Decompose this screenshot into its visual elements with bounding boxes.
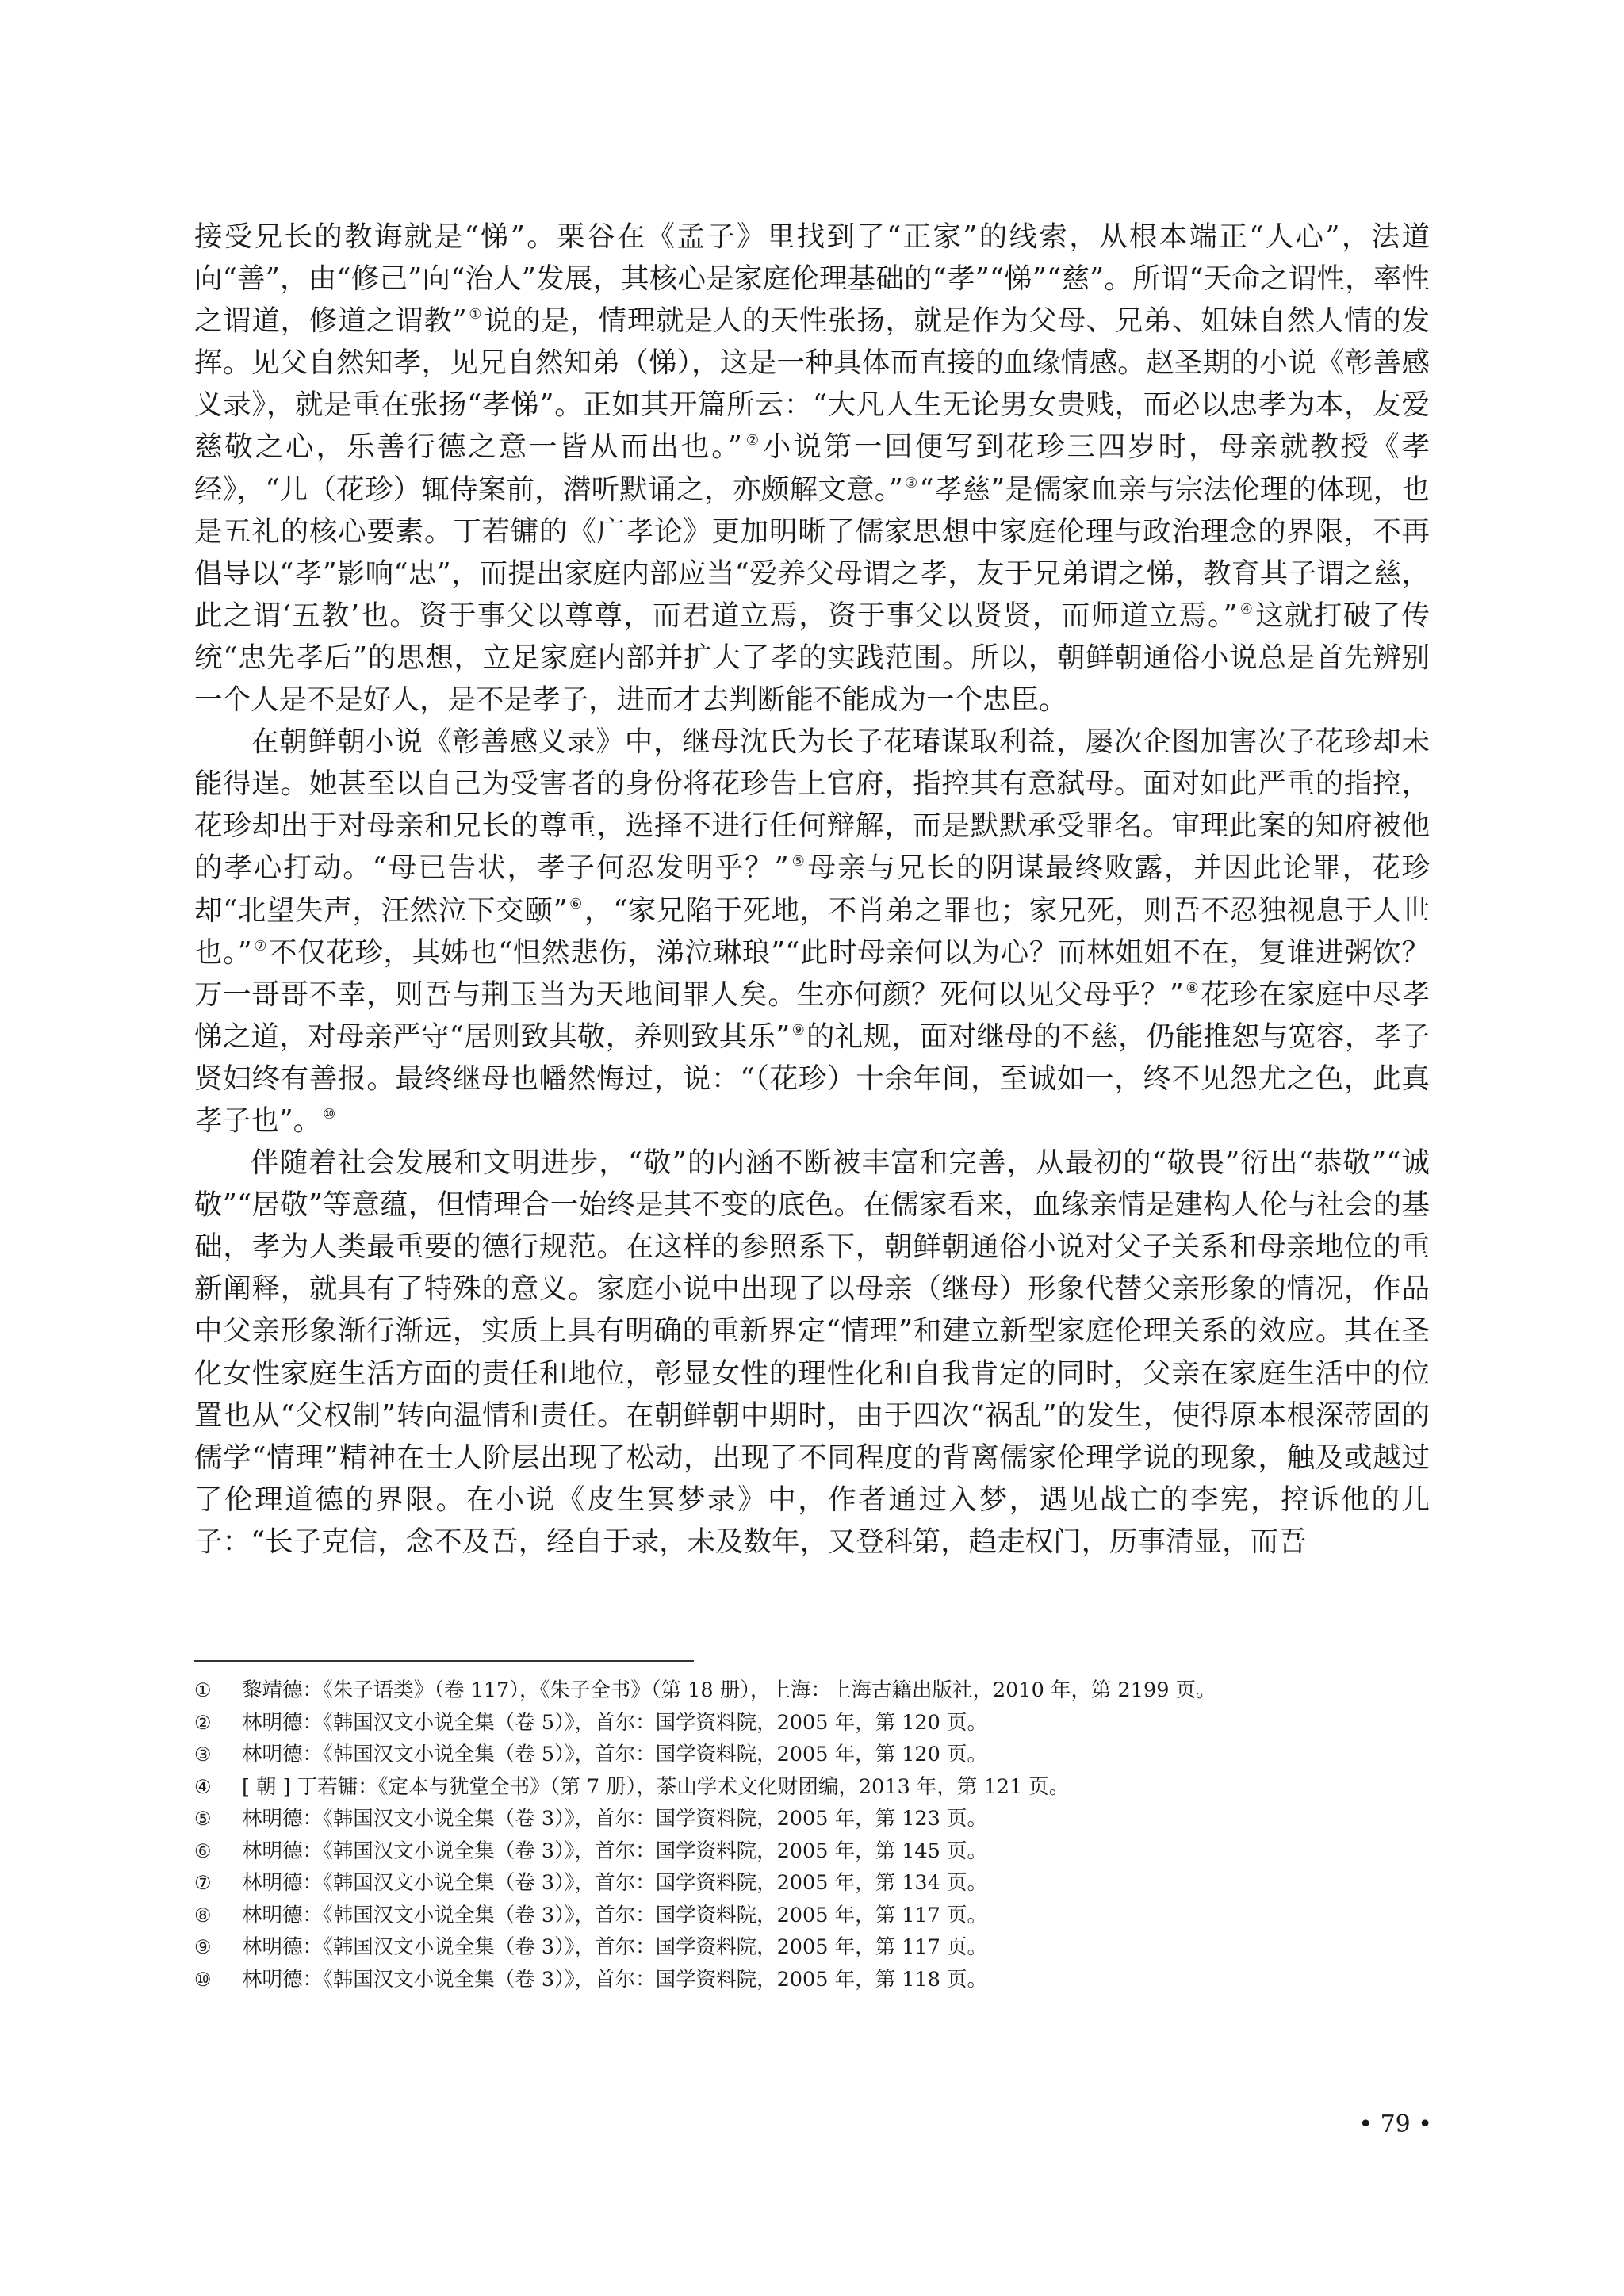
footnote-text: 林明德：《韩国汉文小说全集（卷 3）》，首尔：国学资料院，2005 年，第 117 页。 [242,1935,987,1959]
paragraph-text: 伴随着社会发展和文明进步，“敬”的内涵不断被丰富和完善，从最初的“敬畏”衍出“恭敬”“诚敬”“居敬”等意蕴，但情理合一始终是其不变的底色。在儒家看来，血缘亲情是建构人伦与社会的基础，孝为人类最重要的德行规范。在这样的参照系下，朝鲜朝通俗小说对父子关系和母亲地位的重新阐释，就具有了特殊的意义。家庭小说中出现了以母亲（继母）形象代替父亲形象的情况，作品中父亲形象渐行渐远，实质上具有明确的重新界定“情理”和建立新型家庭伦理关系的效应。其在圣化女性家庭生活方面的责任和地位，彰显女性的理性化和自我肯定的同时，父亲在家庭生活中的位置也从“父权制”转向温情和责任。在朝鲜朝中期时，由于四次“祸乱”的发生，使得原本根深蒂固的儒学“情理”精神在士人阶层出现了松动，出现了不同程度的背离儒家伦理学说的现象，触及或越过了伦理道德的界限。在小说《皮生冥梦录》中，作者通过入梦，遇见战亡的李宪，控诉他的儿子：“长子克信，念不及吾，经自于录，未及数年，又登科第，趋走权门，历事清显，而吾 [194,1146,1430,1558]
footnote-divider [194,1660,694,1662]
footnote-item [194,1771,1431,1804]
paragraph-text: “孝慈”是儒家血亲与宗法伦理的体现，也是五礼的核心要素。丁若镛的《广孝论》更加明晰了儒家思想中家庭伦理与政治理念的界限，不再倡导以“孝”影响“忠”，而提出家庭内部应当“爱养父母谓之孝，友于兄弟谓之悌，教育其子谓之慈，此之谓‘五教’也。资于事父以尊尊，而君道立焉，资于事父以贤贤，而师道立焉。” [194,473,1430,632]
footnote-item [194,1931,1431,1964]
footnote-text: 林明德：《韩国汉文小说全集（卷 3）》，首尔：国学资料院，2005 年，第 145 页。 [242,1839,987,1863]
footnote-text: 林明德：《韩国汉文小说全集（卷 5）》，首尔：国学资料院，2005 年，第 120 页。 [242,1743,987,1766]
footnote-reference: ⑤ [790,853,806,871]
paragraph-text: 小说第一回便写到花珍三四岁时，母亲就教授《孝经》，“儿（花珍）辄侍案前，潜听默诵之，亦颇解文意。” [194,430,1430,506]
paragraph-text: 不仅花珍，其姊也“怛然悲伤，涕泣琳琅”“此时母亲何以为心？而林姐姐不在，复谁进粥饮？万一哥哥不幸，则吾与荆玉当为天地间罪人矣。生亦何颜？死何以见父母乎？” [194,936,1430,1011]
footnote-number: ⑥ [194,1839,212,1862]
footnote-reference: ⑦ [253,937,268,955]
footnote-item [194,1674,1431,1707]
footnote-number: ① [194,1679,212,1701]
paragraph-text: 接受兄长的教诲就是“悌”。栗谷在《孟子》里找到了“正家”的线索，从根本端正“人心”，法道向“善”，由“修己”向“治人”发展，其核心是家庭伦理基础的“孝”“悌”“慈”。所谓“天命之谓性，率性之谓道，修道之谓教” [194,220,1430,338]
footnote-number: ⑧ [194,1904,212,1927]
footnote-reference: ③ [904,474,918,492]
footnote-item [194,1964,1431,1996]
footnote-number: ⑩ [194,1968,212,1991]
page-number: • 79 • [1358,2110,1432,2138]
paragraph [194,1142,1430,1563]
footnote-number: ③ [194,1743,212,1766]
paragraph-text: 的礼规，面对继母的不慈，仍能推恕与宽容，孝子贤妇终有善报。最终继母也幡然悔过，说：“（花珍）十余年间，至诚如一，终不见怨尤之色，此真孝子也”。 [194,1020,1430,1137]
footnote-number: ④ [194,1775,212,1798]
paragraph-text: ，“家兄陷于死地，不肖弟之罪也；家兄死，则吾不忍独视息于人世也。” [194,894,1430,969]
paragraph-text: 说的是，情理就是人的天性张扬，就是作为父母、兄弟、姐妹自然人情的发挥。见父自然知孝，见兄自然知弟（悌），这是一种具体而直接的血缘情感。赵圣期的小说《彰善感义录》，就是重在张扬“孝悌”。正如其开篇所云：“大凡人生无论男女贵贱，而必以忠孝为本，友爱慈敬之心，乐善行德之意一皆从而出也。” [194,304,1430,464]
footnote-reference: ① [468,306,483,323]
footnote-text: 林明德：《韩国汉文小说全集（卷 3）》，首尔：国学资料院，2005 年，第 118 页。 [242,1967,987,1992]
footnote-reference: ⑨ [791,1021,805,1039]
footnote-text: 林明德：《韩国汉文小说全集（卷 3）》，首尔：国学资料院，2005 年，第 117 页。 [242,1903,987,1927]
paragraph-text: 在朝鲜朝小说《彰善感义录》中，继母沈氏为长子花瑃谋取利益，屡次企图加害次子花珍却未能得逞。她甚至以自己为受害者的身份将花珍告上官府，指控其有意弑母。面对如此严重的指控，花珍却出于对母亲和兄长的尊重，选择不进行任何辩解，而是默默承受罪名。审理此案的知府被他的孝心打动。“母已告状，孝子何忍发明乎？” [194,725,1430,885]
paragraph-text: 花珍在家庭中尽孝悌之道，对母亲严守“居则致其敬，养则致其乐” [194,978,1430,1053]
footnote-text: 林明德：《韩国汉文小说全集（卷 5）》，首尔：国学资料院，2005 年，第 120 页。 [242,1710,987,1735]
footnote-item [194,1803,1431,1835]
footnote-text: [ 朝 ] 丁若镛：《定本与犹堂全书》（第 7 册），茶山学术文化财团编，2013 年，第 121 页。 [242,1774,1070,1799]
footnote-item [194,1707,1431,1739]
footnote-reference: ④ [1239,600,1254,618]
footnote-reference: ⑩ [323,1105,336,1123]
footnotes [194,1674,1431,1996]
paragraph-text: 这就打破了传统“忠先孝后”的思想，立足家庭内部并扩大了孝的实践范围。所以，朝鲜朝通俗小说总是首先辨别一个人是不是好人，是不是孝子，进而才去判断能不能成为一个忠臣。 [194,599,1430,717]
body-text [194,216,1430,1563]
footnote-reference: ⑥ [569,895,583,913]
footnote-text: 林明德：《韩国汉文小说全集（卷 3）》，首尔：国学资料院，2005 年，第 123 页。 [242,1807,987,1831]
paragraph-text: 母亲与兄长的阴谋最终败露，并因此论罪，花珍却“北望失声，汪然泣下交颐” [194,851,1430,927]
footnote-reference: ② [743,432,761,450]
footnote-number: ⑨ [194,1936,212,1958]
footnote-item [194,1739,1431,1771]
footnote-text: 黎靖德：《朱子语类》（卷 117），《朱子全书》（第 18 册），上海：上海古籍出版社，2010 年，第 2199 页。 [242,1678,1216,1702]
footnote-item [194,1835,1431,1868]
footnote-reference: ⑧ [1185,979,1200,997]
footnote-text: 林明德：《韩国汉文小说全集（卷 3）》，首尔：国学资料院，2005 年，第 134 页。 [242,1871,987,1895]
footnote-number: ② [194,1711,212,1734]
paragraph [194,721,1430,1142]
footnote-item [194,1867,1431,1900]
footnote-number: ⑤ [194,1808,212,1830]
footnote-item [194,1900,1431,1932]
paragraph [194,216,1430,721]
footnote-number: ⑦ [194,1872,212,1894]
